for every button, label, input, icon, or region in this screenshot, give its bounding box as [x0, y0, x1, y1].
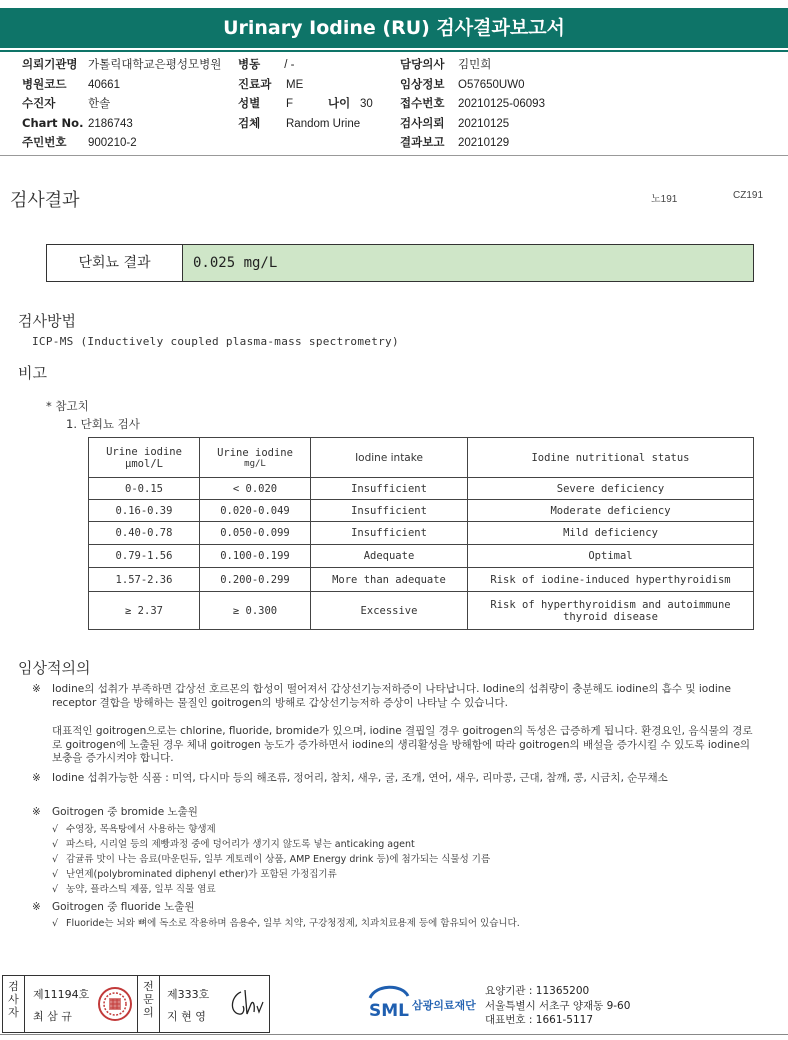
info-column-1	[22, 57, 221, 155]
clinical-paragraph-2: 대표적인 goitrogen으로는 chlorine, fluoride, bromide가 있으며, iodine 결핍일 경우 goitrogen의 독성은 급증하게 됩니다. 환경요인, 음식물의 경로로 goitrogen에 노출된 경우 체내 goitrogen 농도가 증가하면서 iodine의 생리활성을 방해함에 따라 goitrogen의 배설을 증가시킬 수 있도록 iodine의 보충을 증가시켜야 합니다.	[52, 725, 753, 764]
fluoride-title: Goitrogen 중 fluoride 노출원	[52, 901, 195, 913]
list-item-text: 파스타, 시리얼 등의 제빵과정 중에 덩어리가 생기지 않도록 넣는 anticaking agent	[66, 839, 415, 850]
info-label: Chart No.	[22, 115, 84, 130]
info-value: 한솔	[88, 98, 111, 110]
table-cell: Optimal	[468, 545, 754, 568]
dept-label: 진료과	[238, 76, 272, 91]
note-marker: ※	[32, 806, 41, 818]
list-item	[52, 916, 762, 931]
inspector-label-text: 검사자	[8, 980, 19, 1019]
inspector-number: 제11194호	[33, 988, 90, 1001]
table-cell: Mild deficiency	[468, 522, 754, 545]
table-cell: Moderate deficiency	[468, 500, 754, 522]
report-title: Urinary Iodine (RU) 검사결과보고서	[0, 8, 788, 48]
check-icon: √	[52, 884, 59, 895]
age-label: 나이	[328, 96, 351, 110]
dept-value: ME	[286, 78, 304, 91]
reviewer-name: 지 현 영	[167, 1010, 206, 1023]
org-line: 요양기관 : 11365200	[485, 985, 590, 997]
signature-icon	[227, 986, 265, 1022]
info-value: 2186743	[88, 117, 133, 130]
check-icon: √	[52, 869, 59, 880]
table-cell: 0.100-0.199	[200, 545, 311, 568]
title-divider	[0, 50, 788, 52]
table-cell: < 0.020	[200, 478, 311, 500]
info-label: 병원코드	[22, 76, 67, 91]
info-value: 40661	[88, 78, 120, 91]
reference-header: * 참고치	[46, 399, 89, 413]
info-value: 20210125	[458, 117, 510, 130]
table-cell: 0.050-0.099	[200, 522, 311, 545]
ward-value: / -	[284, 59, 295, 71]
list-item	[52, 867, 762, 882]
org-name: 삼광의료재단	[412, 999, 476, 1012]
table-cell: ≥ 0.300	[200, 592, 311, 630]
info-value: 김민희	[458, 59, 492, 71]
info-divider	[0, 155, 788, 156]
list-item-text: 농약, 플라스틱 제품, 일부 직물 염료	[66, 884, 216, 895]
org-line: 대표번호 : 1661-5117	[485, 1014, 594, 1026]
reviewer-label	[138, 976, 160, 1032]
signature-box	[2, 975, 270, 1033]
reference-subheader: 1. 단회뇨 검사	[66, 417, 140, 431]
table-cell: 0.020-0.049	[200, 500, 311, 522]
table-cell: Insufficient	[311, 500, 468, 522]
table-cell: Adequate	[311, 545, 468, 568]
info-label: 검사의뢰	[400, 115, 445, 130]
info-column-3	[400, 57, 545, 155]
list-item	[52, 882, 762, 897]
org-logo	[366, 982, 412, 1026]
sml-logo-icon	[366, 982, 412, 1022]
result-value: 0.025 mg/L	[183, 245, 753, 281]
check-icon: √	[52, 839, 59, 850]
check-icon: √	[52, 824, 59, 835]
table-cell: ≥ 2.37	[89, 592, 200, 630]
table-row	[89, 522, 754, 545]
seal-icon	[97, 986, 133, 1022]
logo-text: SML	[369, 1001, 409, 1021]
table-cell: 0.40-0.78	[89, 522, 200, 545]
header-unit: μmol/L	[125, 457, 163, 470]
table-row	[89, 478, 754, 500]
table-row	[89, 568, 754, 592]
list-item-text: 수영장, 목욕탕에서 사용하는 향생제	[66, 824, 216, 835]
clinical-title: 임상적의의	[18, 659, 91, 677]
table-header-cell	[89, 438, 200, 478]
method-text: ICP-MS (Inductively coupled plasma-mass spectrometry)	[32, 335, 399, 348]
bromide-list	[52, 822, 762, 897]
table-cell: 0.200-0.299	[200, 568, 311, 592]
table-header-cell	[200, 438, 311, 478]
info-value: 20210129	[458, 137, 510, 149]
table-row	[89, 545, 754, 568]
table-cell: 0-0.15	[89, 478, 200, 500]
inspector-label	[3, 976, 25, 1032]
table-header-cell: Iodine nutritional status	[468, 438, 754, 478]
table-cell: Insufficient	[311, 478, 468, 500]
inspector-seal	[97, 986, 133, 1026]
info-label: 결과보고	[400, 135, 445, 149]
table-cell: 1.57-2.36	[89, 568, 200, 592]
reference-table	[88, 437, 754, 630]
result-box	[46, 244, 754, 282]
table-header-row	[89, 438, 754, 478]
info-value: 900210-2	[88, 137, 137, 149]
info-value: 가톨릭대학교은평성모병원	[88, 59, 222, 71]
info-column-2	[238, 57, 373, 135]
specimen-value: Random Urine	[286, 117, 361, 130]
table-cell: Risk of iodine-induced hyperthyroidism	[468, 568, 754, 592]
sex-label: 성별	[238, 96, 261, 110]
footer-divider	[0, 1034, 788, 1035]
table-cell: Risk of hyperthyroidism and autoimmune thyroid disease	[468, 592, 754, 630]
note-marker: ※	[32, 901, 41, 913]
clinical-paragraph-3: Iodine 섭취가능한 식품 : 미역, 다시마 등의 해조류, 정어리, 참치, 새우, 굴, 조개, 연어, 새우, 리마콩, 근대, 참깨, 콩, 시금치, 순무채소	[52, 772, 668, 784]
header-unit: mg/L	[244, 458, 266, 469]
reviewer-signature	[227, 986, 265, 1026]
table-cell: 0.16-0.39	[89, 500, 200, 522]
table-cell: Excessive	[311, 592, 468, 630]
info-label: 주민번호	[22, 135, 67, 149]
org-line: 서울특별시 서초구 양재동 9-60	[485, 999, 631, 1012]
result-label: 단회뇨 결과	[47, 245, 183, 281]
results-section-title: 검사결과	[10, 190, 80, 211]
info-label: 임상정보	[400, 76, 445, 91]
table-cell: 0.79-1.56	[89, 545, 200, 568]
remarks-title: 비고	[18, 364, 47, 382]
bromide-title: Goitrogen 중 bromide 노출원	[52, 806, 198, 818]
clinical-paragraph-1: Iodine의 섭취가 부족하면 갑상선 호르몬의 합성이 떨어져서 갑상선기능저하증이 나타납니다. Iodine의 섭취량이 충분해도 iodine의 흡수 및 iodine receptor 결합을 방해하는 물질인 goitrogen의 방해로 갑상선기능저하 증상이 나타날 수 있습니다.	[52, 683, 731, 709]
test-code-2: CZ191	[733, 190, 764, 201]
note-marker: ※	[32, 683, 41, 695]
list-item	[52, 822, 762, 837]
info-label: 의뢰기관명	[22, 57, 78, 71]
info-value: O57650UW0	[458, 78, 525, 91]
list-item-text: 난연제(polybrominated diphenyl ether)가 포함된 가정집기류	[66, 869, 337, 880]
reviewer-number: 제333호	[167, 988, 210, 1001]
method-title: 검사방법	[18, 312, 76, 330]
table-cell: Insufficient	[311, 522, 468, 545]
reviewer-label-text: 전문의	[143, 980, 154, 1019]
info-label: 수진자	[22, 96, 56, 110]
test-code-1: 노191	[651, 194, 678, 205]
org-info	[485, 984, 630, 1028]
table-header-cell: Iodine intake	[311, 438, 468, 478]
ward-label: 병동	[238, 57, 261, 71]
list-item	[52, 837, 762, 852]
fluoride-list	[52, 916, 762, 931]
inspector-name: 최 삼 규	[33, 1010, 72, 1023]
header-text: Urine iodine	[106, 445, 182, 458]
table-cell: Severe deficiency	[468, 478, 754, 500]
info-label: 담당의사	[400, 57, 445, 71]
header-text: Urine iodine	[217, 446, 293, 459]
check-icon: √	[52, 918, 59, 929]
check-icon: √	[52, 854, 59, 865]
age-value: 30	[360, 98, 373, 110]
table-cell: More than adequate	[311, 568, 468, 592]
info-value: 20210125-06093	[458, 98, 545, 110]
note-marker: ※	[32, 772, 41, 784]
table-row	[89, 500, 754, 522]
list-item-text: Fluoride는 뇌와 뼈에 독소로 작용하며 음용수, 일부 치약, 구강청정제, 치과치료용제 등에 함유되어 있습니다.	[66, 918, 520, 929]
info-label: 접수번호	[400, 96, 445, 110]
list-item-text: 감귤류 맛이 나는 음료(마운틴듀, 일부 게토레이 상품, AMP Energy drink 등)에 첨가되는 식물성 기름	[66, 854, 491, 865]
sex-value: F	[286, 98, 294, 110]
table-row	[89, 592, 754, 630]
list-item	[52, 852, 762, 867]
specimen-label: 검체	[238, 115, 261, 130]
